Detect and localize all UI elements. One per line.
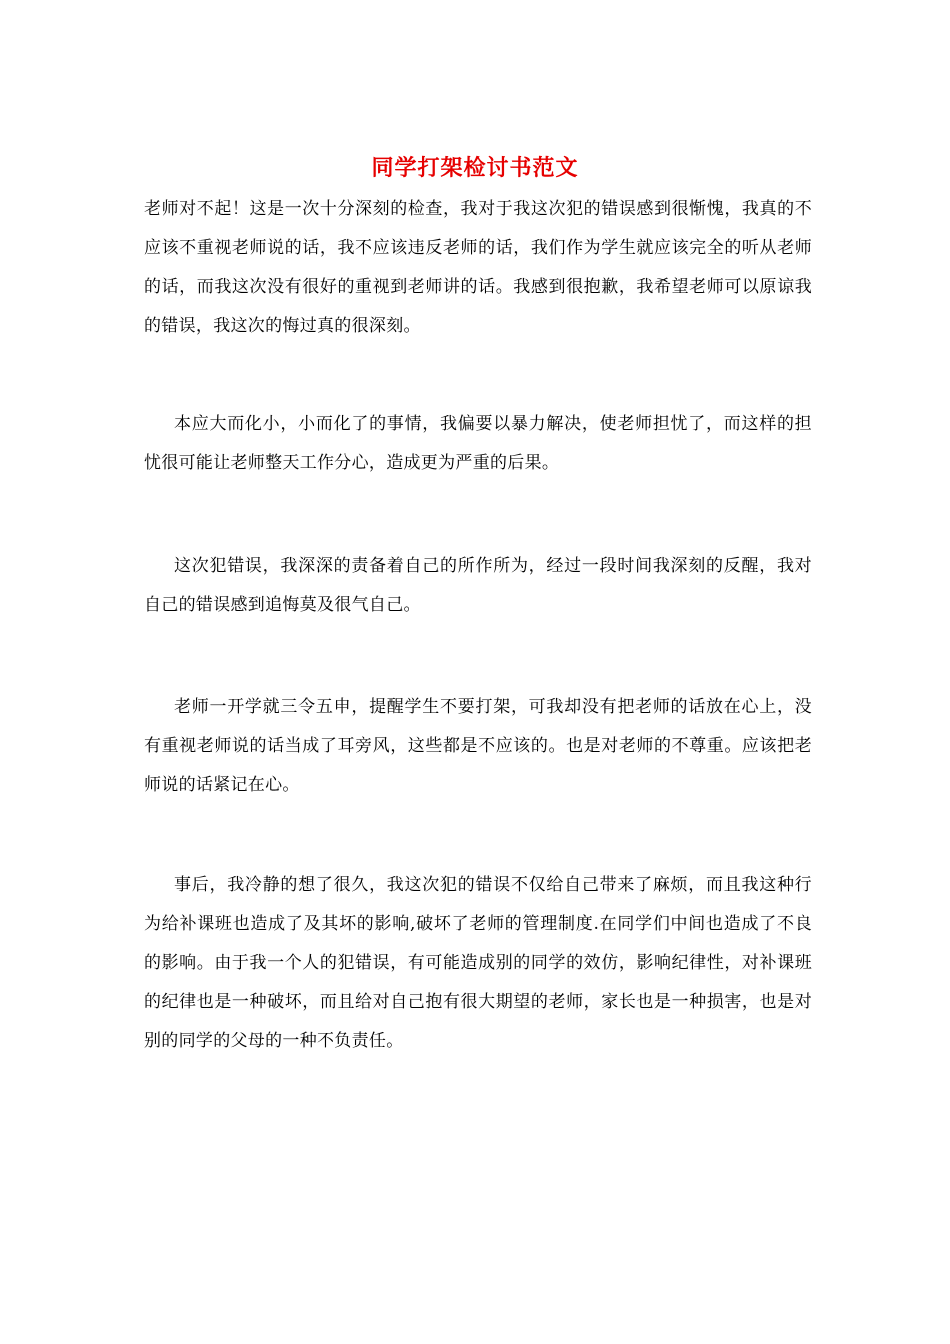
paragraph-5: 事后，我冷静的想了很久，我这次犯的错误不仅给自己带来了麻烦，而且我这种行为给补课班也造成了及其坏的影响,破坏了老师的管理制度.在同学们中间也造成了不良的影响。由于我一个人的犯错误，有可能造成别的同学的效仿，影响纪律性，对补课班的纪律也是一种破坏，而且给对自己抱有很大期望的老师，家长也是一种损害，也是对别的同学的父母的一种不负责任。 <box>144 875 812 1051</box>
paragraph-4: 老师一开学就三令五申，提醒学生不要打架，可我却没有把老师的话放在心上，没有重视老师说的话当成了耳旁风，这些都是不应该的。也是对老师的不尊重。应该把老师说的话紧记在心。 <box>144 697 812 795</box>
paragraph-2: 本应大而化小，小而化了的事情，我偏要以暴力解决，使老师担忧了，而这样的担忧很可能让老师整天工作分心，造成更为严重的后果。 <box>144 414 812 473</box>
paragraph-3: 这次犯错误，我深深的责备着自己的所作所为，经过一段时间我深刻的反醒，我对自己的错误感到追悔莫及很气自己。 <box>144 556 812 615</box>
document-title: 同学打架检讨书范文 <box>371 155 579 181</box>
paragraph-1: 老师对不起！这是一次十分深刻的检查，我对于我这次犯的错误感到很惭愧，我真的不应该不重视老师说的话，我不应该违反老师的话，我们作为学生就应该完全的听从老师的话，而我这次没有很好的重视到老师讲的话。我感到很抱歉，我希望老师可以原谅我的错误，我这次的悔过真的很深刻。 <box>144 199 812 336</box>
